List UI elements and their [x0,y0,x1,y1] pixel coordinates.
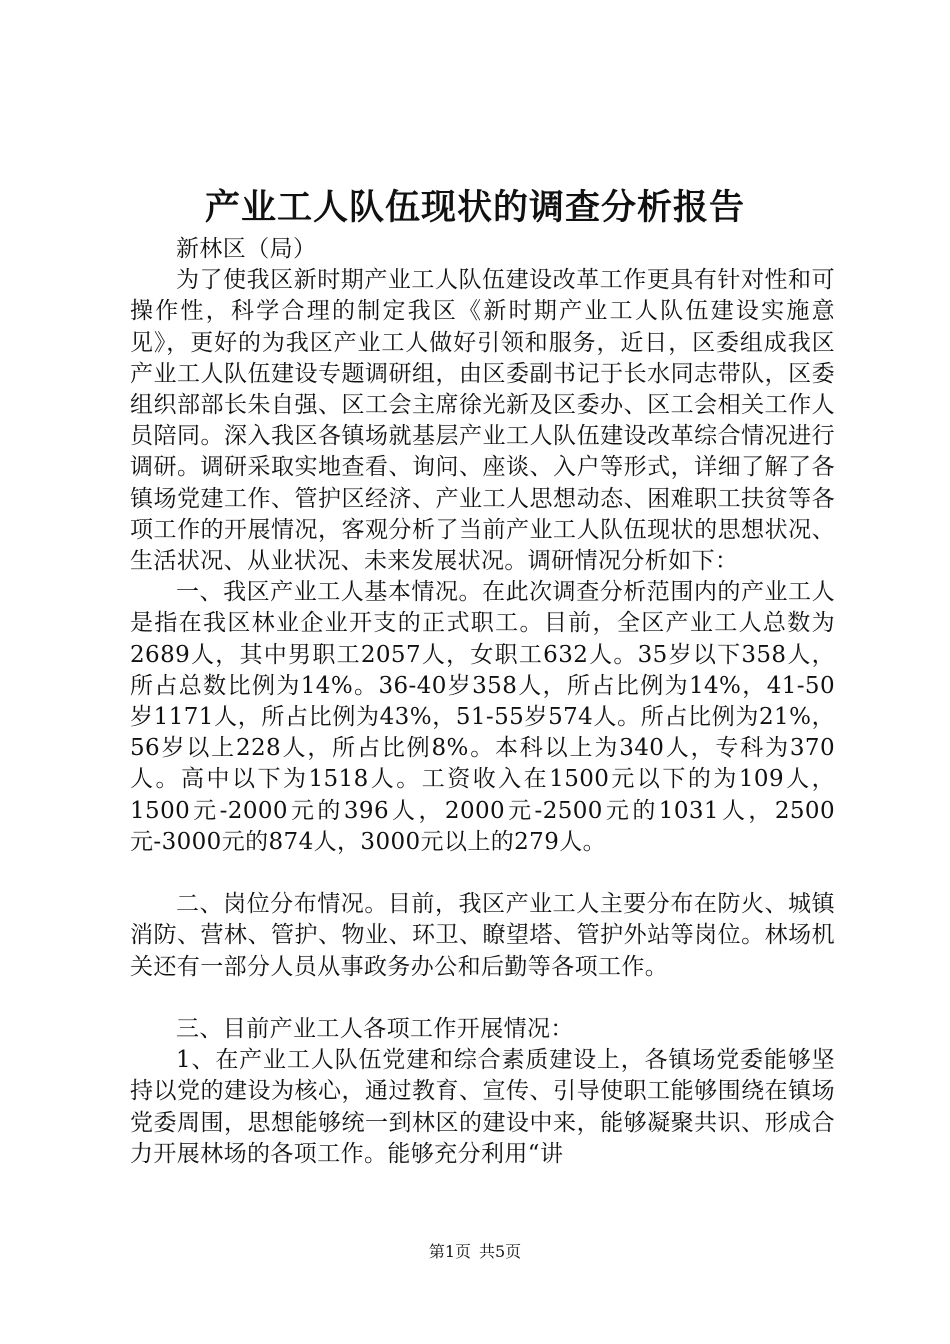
page-total: 共5页 [479,1242,522,1261]
document-title: 产业工人队伍现状的调查分析报告 [204,187,745,228]
page-footer [0,1240,950,1264]
paragraph-section-2: 二、岗位分布情况。目前，我区产业工人主要分布在防火、城镇消防、营林、管护、物业、环卫、瞭望塔、管护外站等岗位。林场机关还有一部分人员从事政务办公和后勤等各项工作。 [130,891,835,980]
document-body [130,234,835,1170]
paragraph-intro: 为了使我区新时期产业工人队伍建设改革工作更具有针对性和可操作性，科学合理的制定我区《新时期产业工人队伍建设实施意见》，更好的为我区产业工人做好引领和服务，近日，区委组成我区产业工人队伍建设专题调研组，由区委副书记于长水同志带队，区委组织部部长朱自强、区工会主席徐光新及区委办、区工会相关工作人员陪同。深入我区各镇场就基层产业工人队伍建设改革综合情况进行调研。调研采取实地查看、询问、座谈、入户等形式，详细了解了各镇场党建工作、管护区经济、产业工人思想动态、困难职工扶贫等各项工作的开展情况，客观分析了当前产业工人队伍现状的思想状况、生活状况、从业状况、未来发展状况。调研情况分析如下： [130,267,835,575]
paragraph-section-1: 一、我区产业工人基本情况。在此次调查分析范围内的产业工人是指在我区林业企业开支的正式职工。目前，全区产业工人总数为2689人，其中男职工2057人，女职工632人。35岁以下358人，所占总数比例为14%。36-40岁358人，所占比例为14%，41-50岁1171人，所占比例为43%，51-55岁574人。所占比例为21%，56岁以上228人，所占比例8%。本科以上为340人，专科为370人。高中以下为1518人。工资收入在1500元以下的为109人，1500元-2000元的396人，2000元-2500元的1031人，2500元-3000元的874人，3000元以上的279人。 [130,579,835,855]
page-number: 第1页 [428,1242,471,1261]
paragraph-section-3-heading: 三、目前产业工人各项工作开展情况： [176,1016,574,1043]
author-line: 新林区（局） [176,236,317,262]
paragraph-section-3-item-1: 1、在产业工人队伍党建和综合素质建设上，各镇场党委能够坚持以党的建设为核心，通过教育、宣传、引导使职工能够围绕在镇场党委周围，思想能够统一到林区的建设中来，能够凝聚共识、形成合力开展林场的各项工作。能够充分利用“讲 [130,1047,835,1167]
